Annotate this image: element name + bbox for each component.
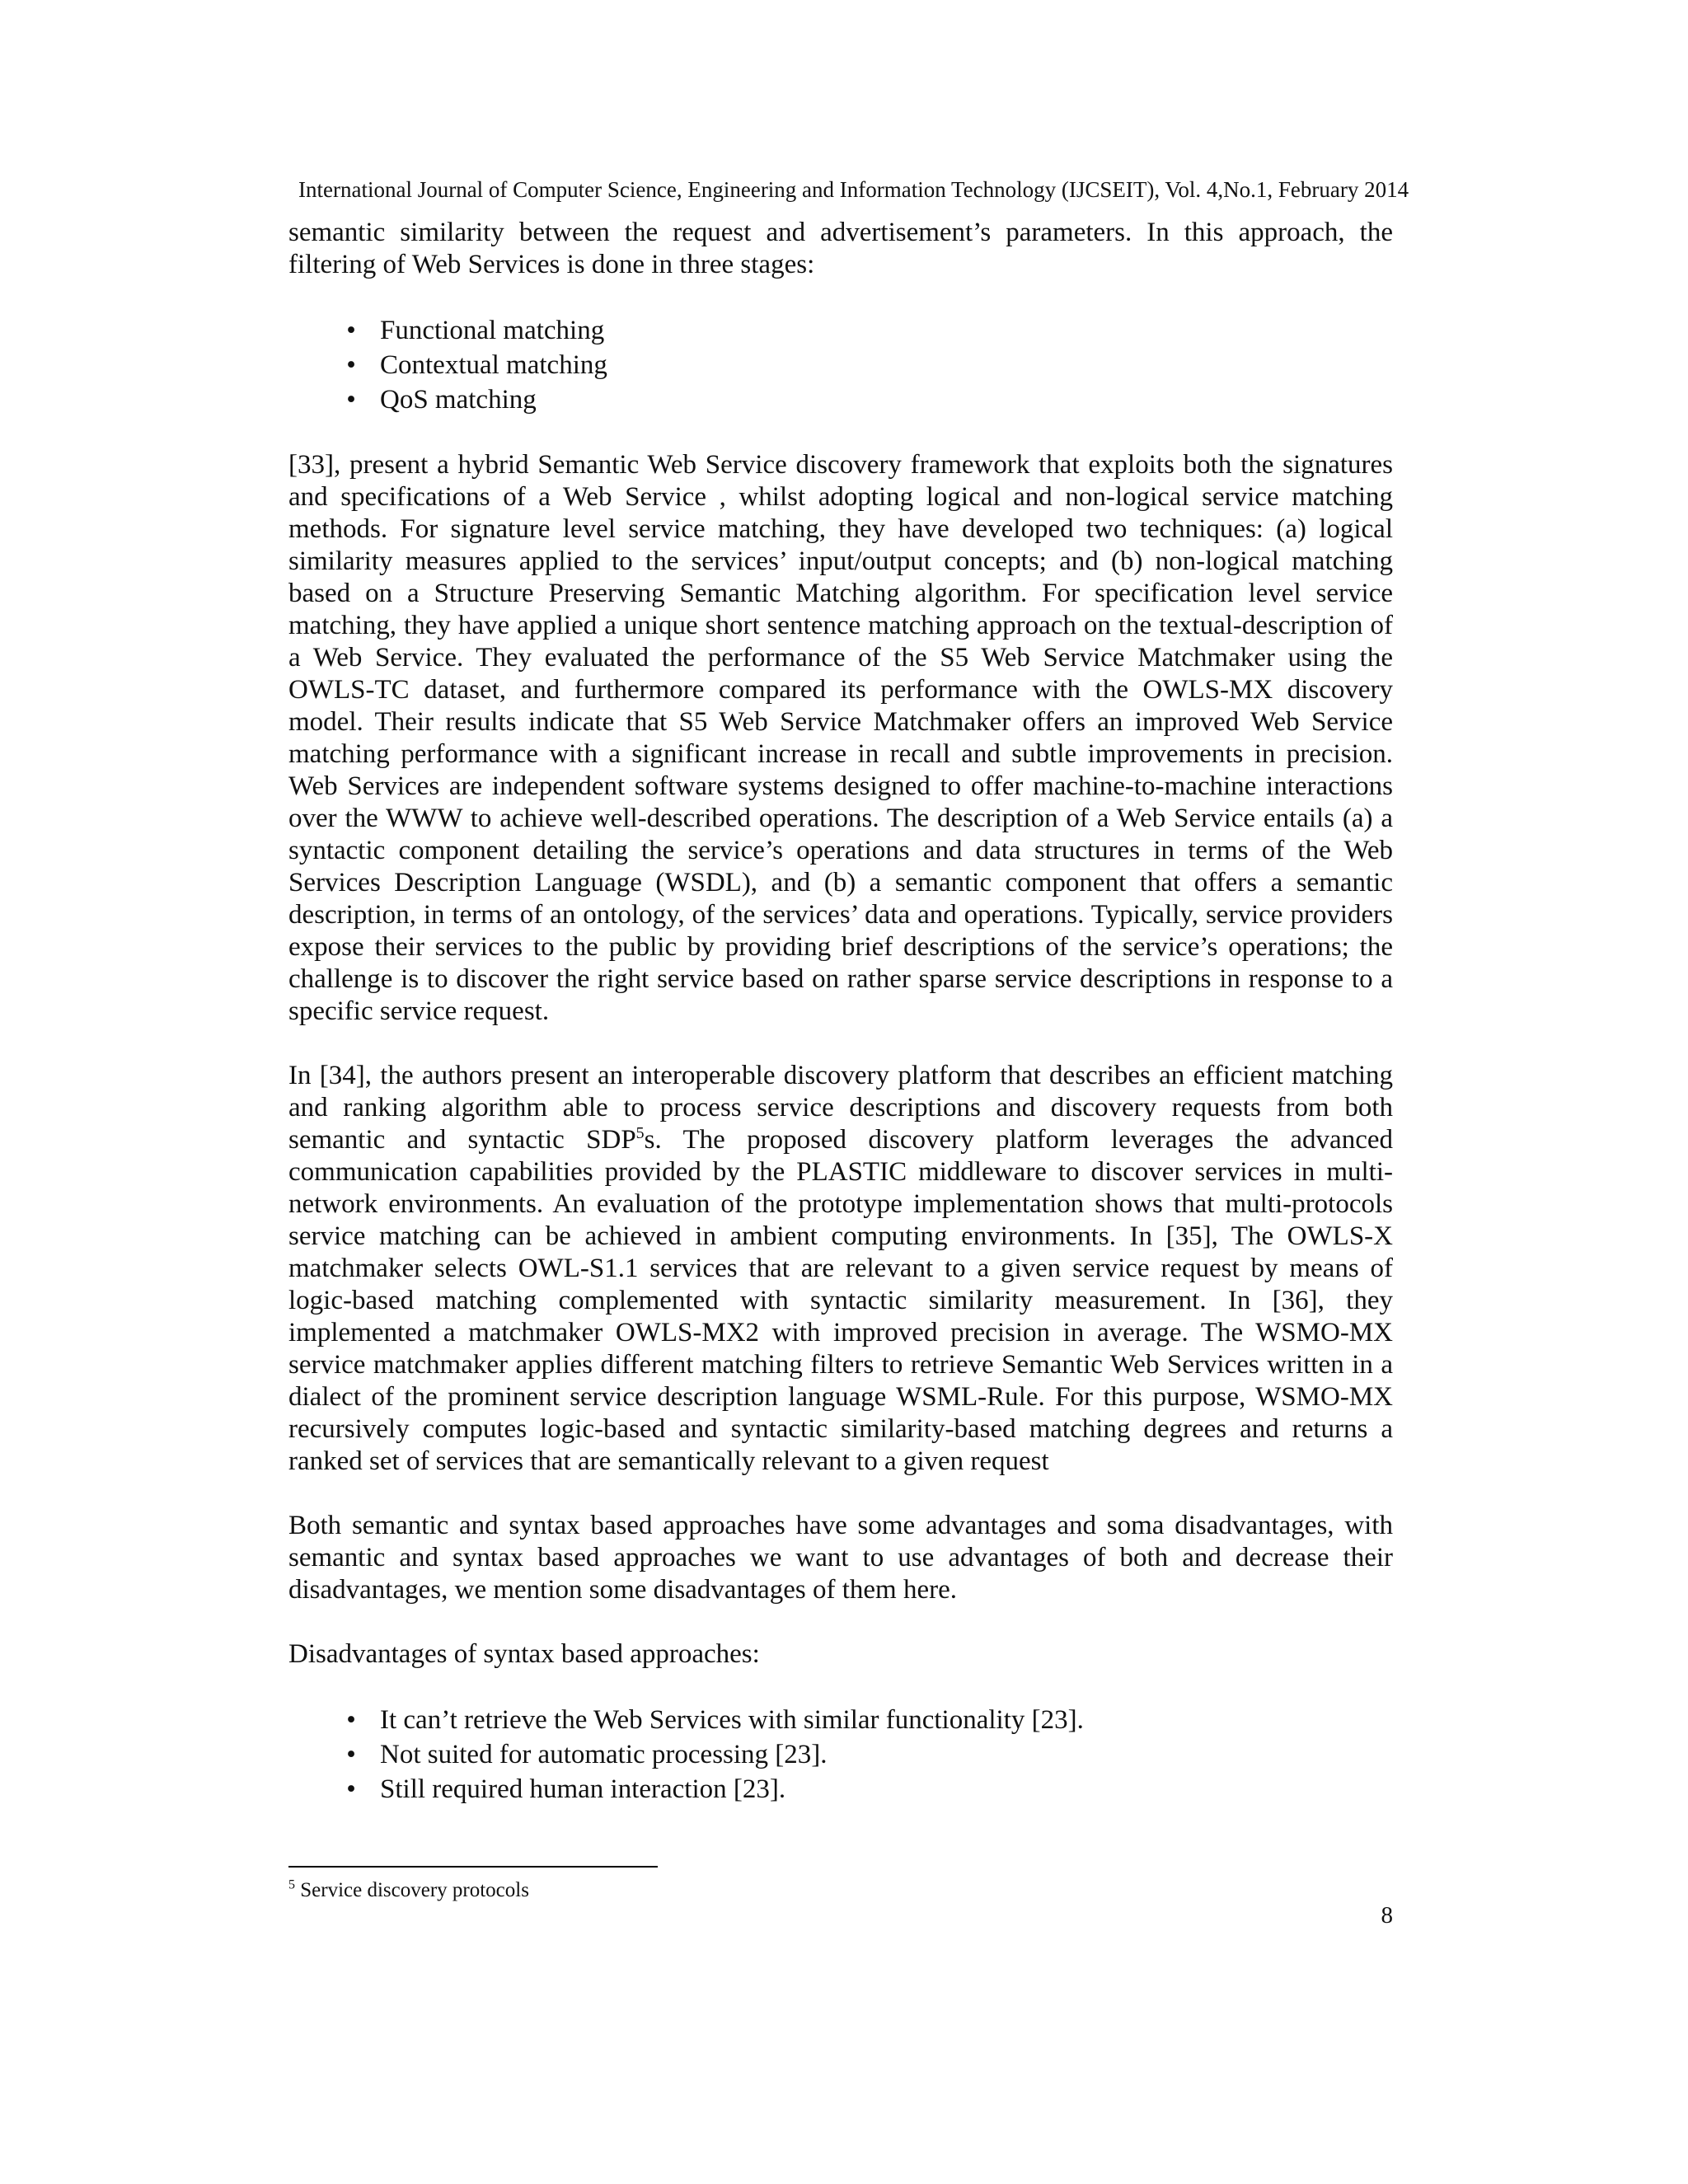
- paragraph-disadvantages-heading: Disadvantages of syntax based approaches:: [288, 1639, 760, 1669]
- main-text: [288, 217, 1393, 1839]
- footnote-mark: 5: [288, 1877, 295, 1892]
- footnote-divider: [288, 1866, 658, 1868]
- paragraph-interoperable-platform: [288, 1060, 1393, 1478]
- bullet-icon: •: [346, 350, 356, 380]
- list-item: [288, 1772, 1393, 1807]
- stages-list: [288, 313, 1393, 417]
- paragraph-intro: semantic similarity between the request and advertisement’s parameters. In this approach, the filtering of Web Services is done in three stages:: [288, 218, 1393, 279]
- paragraph-advantages: Both semantic and syntax based approaches have some advantages and soma disadvantages, with semantic and syntax based approaches we want to use advantages of both and decrease their disadvantages, we mention some disadvantages of them here.: [288, 1511, 1393, 1605]
- list-item: [288, 1737, 1393, 1772]
- list-item-text: QoS matching: [380, 385, 537, 415]
- bullet-icon: •: [346, 1705, 356, 1735]
- disadvantages-list: [288, 1703, 1393, 1807]
- page-number: 8: [1381, 1902, 1393, 1929]
- bullet-icon: •: [346, 1740, 356, 1769]
- list-item-text: It can’t retrieve the Web Services with similar functionality [23].: [380, 1705, 1084, 1735]
- running-header: International Journal of Computer Science, Engineering and Information Technology (IJCSEIT), Vol. 4,No.1, February 2014: [298, 177, 1409, 202]
- bullet-icon: •: [346, 1774, 356, 1804]
- bullet-icon: •: [346, 316, 356, 345]
- list-item: [288, 348, 1393, 382]
- footnote-text: Service discovery protocols: [300, 1879, 529, 1901]
- list-item: [288, 382, 1393, 417]
- list-item-text: Contextual matching: [380, 350, 607, 380]
- list-item: [288, 313, 1393, 348]
- list-item: [288, 1703, 1393, 1737]
- paragraph-text: s. The proposed discovery platform leverages the advanced communication capabilities provided by the PLASTIC middleware to discover services in multi-network environments. An evaluation of the prototype implementation shows that multi-protocols service matching can be achieved in ambient computing environments. In [35], The OWLS-X matchmaker selects OWL-S1.1 services that are relevant to a given service request by means of logic-based matching complemented with syntactic similarity measurement. In [36], they implemented a matchmaker OWLS-MX2 with improved precision in average. The WSMO-MX service matchmaker applies different matching filters to retrieve Semantic Web Services written in a dialect of the prominent service description language WSML-Rule. For this purpose, WSMO-MX recursively computes logic-based and syntactic similarity-based matching degrees and returns a ranked set of services that are semantically relevant to a given request: [288, 1125, 1393, 1476]
- list-item-text: Functional matching: [380, 316, 605, 345]
- bullet-icon: •: [346, 385, 356, 415]
- list-item-text: Not suited for automatic processing [23].: [380, 1740, 828, 1769]
- footnote-reference: 5: [635, 1124, 645, 1142]
- paragraph-text: In [34], the authors present an interoperable discovery platform that describes an efficient matching and ranking algorithm able to process service descriptions and discovery requests from both semantic and syntactic SDP: [288, 1061, 1393, 1155]
- footnote: [288, 1877, 529, 1904]
- paragraph-hybrid-framework: [33], present a hybrid Semantic Web Service discovery framework that exploits both the signatures and specifications of a Web Service , whilst adopting logical and non-logical service matching methods. For signature level service matching, they have developed two techniques: (a) logical similarity measures applied to the services’ input/output concepts; and (b) non-logical matching based on a Structure Preserving Semantic Matching algorithm. For specification level service matching, they have applied a unique short sentence matching approach on the textual-description of a Web Service. They evaluated the performance of the S5 Web Service Matchmaker using the OWLS-TC dataset, and furthermore compared its performance with the OWLS-MX discovery model. Their results indicate that S5 Web Service Matchmaker offers an improved Web Service matching performance with a significant increase in recall and subtle improvements in precision. Web Services are independent software systems designed to offer machine-to-machine interactions over the WWW to achieve well-described operations. The description of a Web Service entails (a) a syntactic component detailing the service’s operations and data structures in terms of the Web Services Description Language (WSDL), and (b) a semantic component that offers a semantic description, in terms of an ontology, of the services’ data and operations. Typically, service providers expose their services to the public by providing brief descriptions of the service’s operations; the challenge is to discover the right service based on rather sparse service descriptions in response to a specific service request.: [288, 450, 1393, 1026]
- list-item-text: Still required human interaction [23].: [380, 1774, 786, 1804]
